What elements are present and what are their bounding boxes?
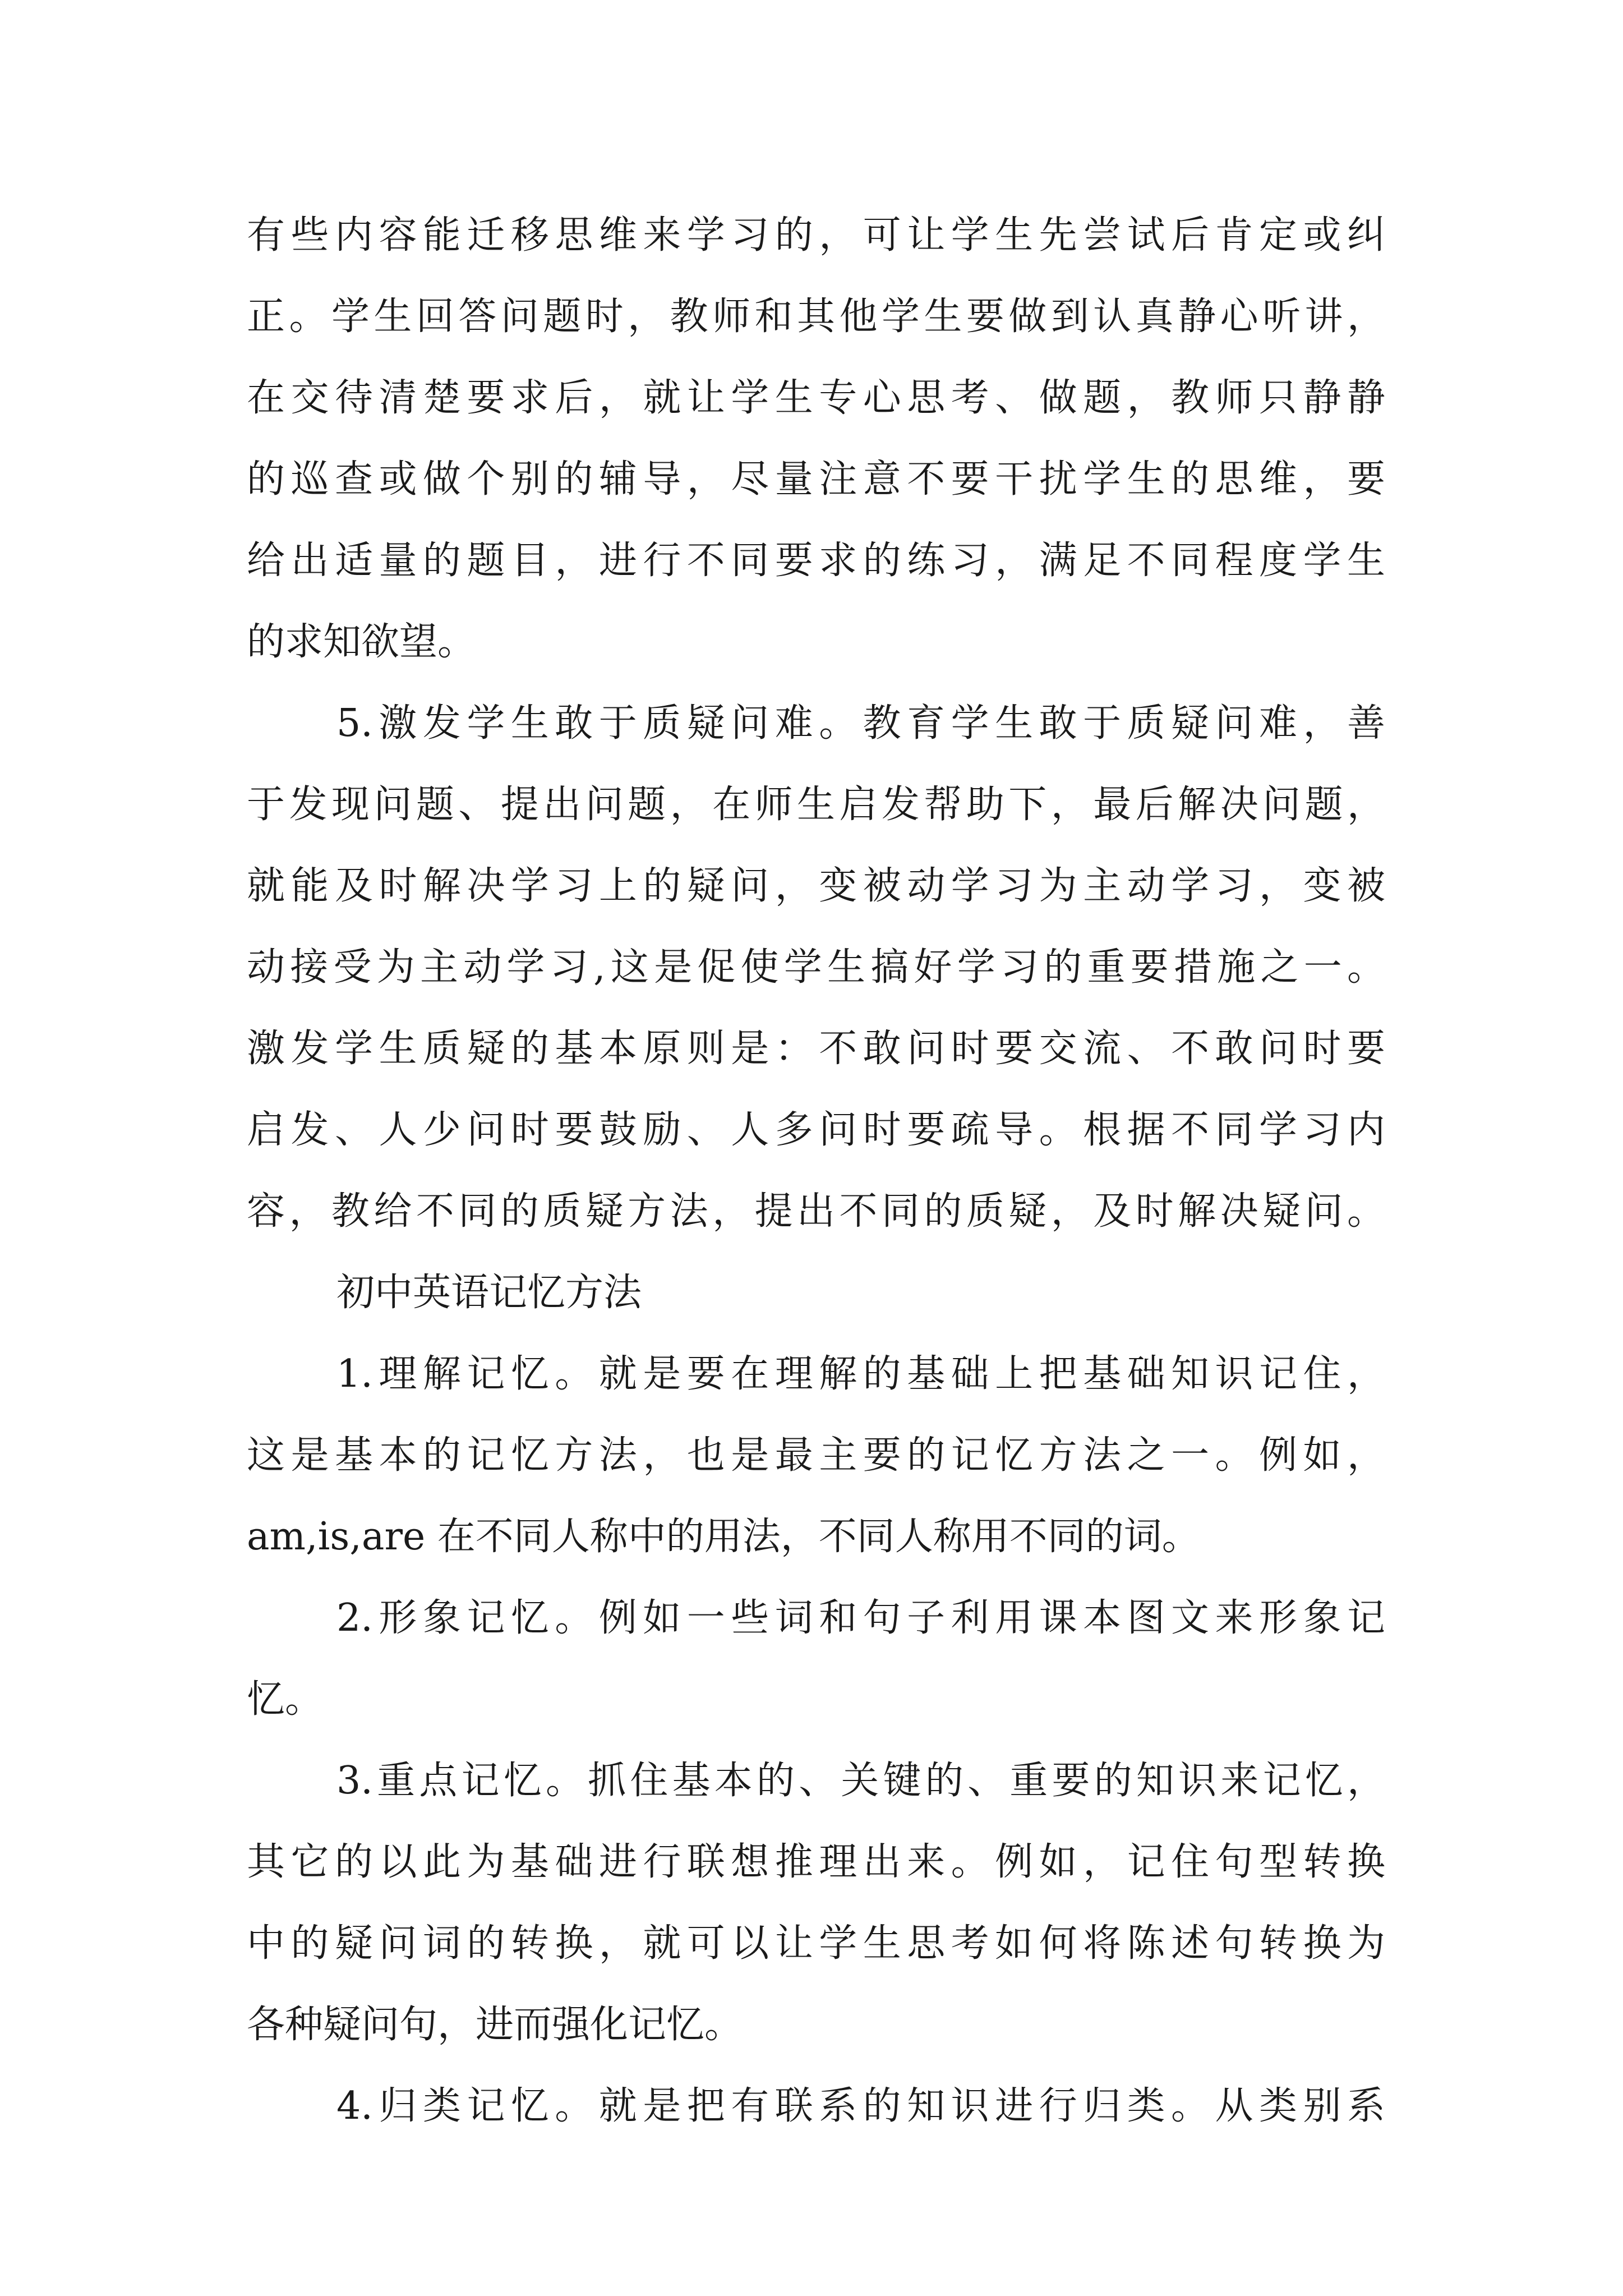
text-line: 正。学生回答问题时，教师和其他学生要做到认真静心听讲，	[247, 295, 1385, 339]
text-line: 有些内容能迁移思维来学习的，可让学生先尝试后肯定或纠	[247, 213, 1385, 257]
section-heading: 初中英语记忆方法	[336, 1271, 642, 1315]
text-line: 其它的以此为基础进行联想推理出来。例如，记住句型转换	[247, 1840, 1385, 1884]
text-line: 激发学生质疑的基本原则是：不敢问时要交流、不敢问时要	[247, 1027, 1385, 1071]
text-line: 4.归类记忆。就是把有联系的知识进行归类。从类别系	[336, 2084, 1385, 2128]
text-line: 就能及时解决学习上的疑问，变被动学习为主动学习，变被	[247, 864, 1385, 908]
text-line: 给出适量的题目，进行不同要求的练习，满足不同程度学生	[247, 539, 1385, 583]
text-line: 动接受为主动学习,这是促使学生搞好学习的重要措施之一。	[247, 945, 1385, 990]
text-line: 容，教给不同的质疑方法，提出不同的质疑，及时解决疑问。	[247, 1189, 1385, 1234]
text-line: 于发现问题、提出问题，在师生启发帮助下，最后解决问题，	[247, 783, 1385, 827]
text-line: 5.激发学生敢于质疑问难。教育学生敢于质疑问难，善	[336, 701, 1385, 746]
text-line: 各种疑问句，进而强化记忆。	[247, 2003, 743, 2047]
text-line: 的求知欲望。	[247, 620, 476, 664]
text-line: 这是基本的记忆方法，也是最主要的记忆方法之一。例如，	[247, 1433, 1385, 1478]
text-line: 3.重点记忆。抓住基本的、关键的、重要的知识来记忆，	[336, 1759, 1385, 1803]
text-line: 启发、人少问时要鼓励、人多问时要疏导。根据不同学习内	[247, 1108, 1385, 1152]
text-line: am,is,are 在不同人称中的用法，不同人称用不同的词。	[247, 1515, 1200, 1559]
text-line: 中的疑问词的转换，就可以让学生思考如何将陈述句转换为	[247, 1921, 1385, 1966]
text-line: 1.理解记忆。就是要在理解的基础上把基础知识记住，	[336, 1352, 1385, 1396]
text-line: 的巡查或做个别的辅导，尽量注意不要干扰学生的思维，要	[247, 457, 1385, 501]
text-line: 在交待清楚要求后，就让学生专心思考、做题，教师只静静	[247, 376, 1385, 420]
text-line: 2.形象记忆。例如一些词和句子利用课本图文来形象记	[336, 1596, 1385, 1640]
text-line: 忆。	[247, 1677, 324, 1722]
